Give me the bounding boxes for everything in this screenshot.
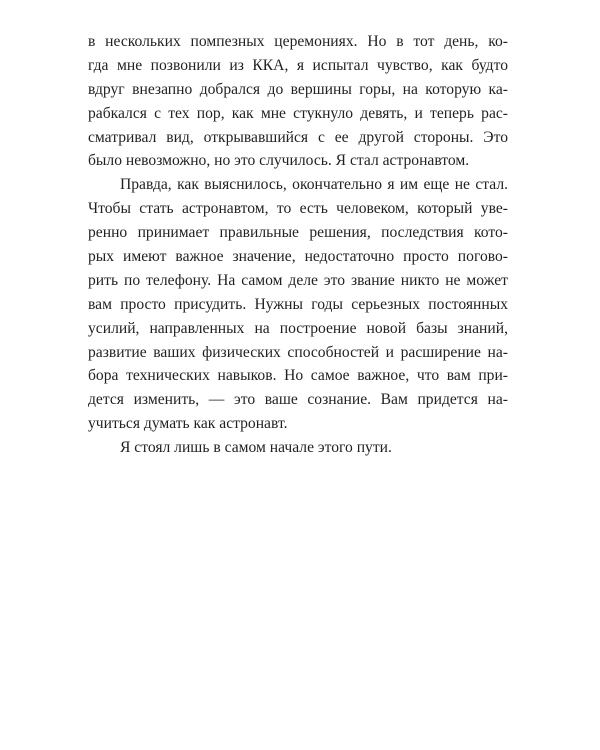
body-text <box>88 30 508 460</box>
text-line: Правда, как выяснилось, окончательно я им еще не стал. <box>120 176 508 194</box>
text-line: учиться думать как астронавт. <box>88 415 288 433</box>
paragraph <box>88 173 508 436</box>
paragraph <box>88 30 508 173</box>
text-line: сматривал вид, открывавшийся с ее другой стороны. Это <box>88 128 508 146</box>
paragraph <box>88 436 508 460</box>
text-line: Я стоял лишь в самом начале этого пути. <box>120 439 392 457</box>
text-line: Чтобы стать астронавтом, то есть человеком, который уве- <box>88 200 508 218</box>
text-line: дется изменить, — это ваше сознание. Вам придется на- <box>88 391 508 409</box>
text-line: бора технических навыков. Но самое важное, что вам при- <box>88 367 508 385</box>
text-line: было невозможно, но это случилось. Я стал астронавтом. <box>88 152 470 170</box>
text-line: гда мне позвонили из ККА, я испытал чувство, как будто <box>88 56 508 74</box>
text-line: вдруг внезапно добрался до вершины горы, на которую ка- <box>88 80 508 98</box>
text-line: в нескольких помпезных церемониях. Но в тот день, ко- <box>88 33 508 50</box>
text-line: вам просто присудить. Нужны годы серьезных постоянных <box>88 295 508 313</box>
text-line: рых имеют важное значение, недостаточно просто погово- <box>88 248 508 266</box>
text-line: ренно принимает правильные решения, последствия кото- <box>88 224 508 242</box>
text-line: рить по телефону. На самом деле это звание никто не может <box>88 271 508 289</box>
text-line: усилий, направленных на построение новой базы знаний, <box>88 319 508 337</box>
text-line: развитие ваших физических способностей и расширение на- <box>88 343 508 361</box>
text-line: рабкался с тех пор, как мне стукнуло девять, и теперь рас- <box>88 104 508 122</box>
